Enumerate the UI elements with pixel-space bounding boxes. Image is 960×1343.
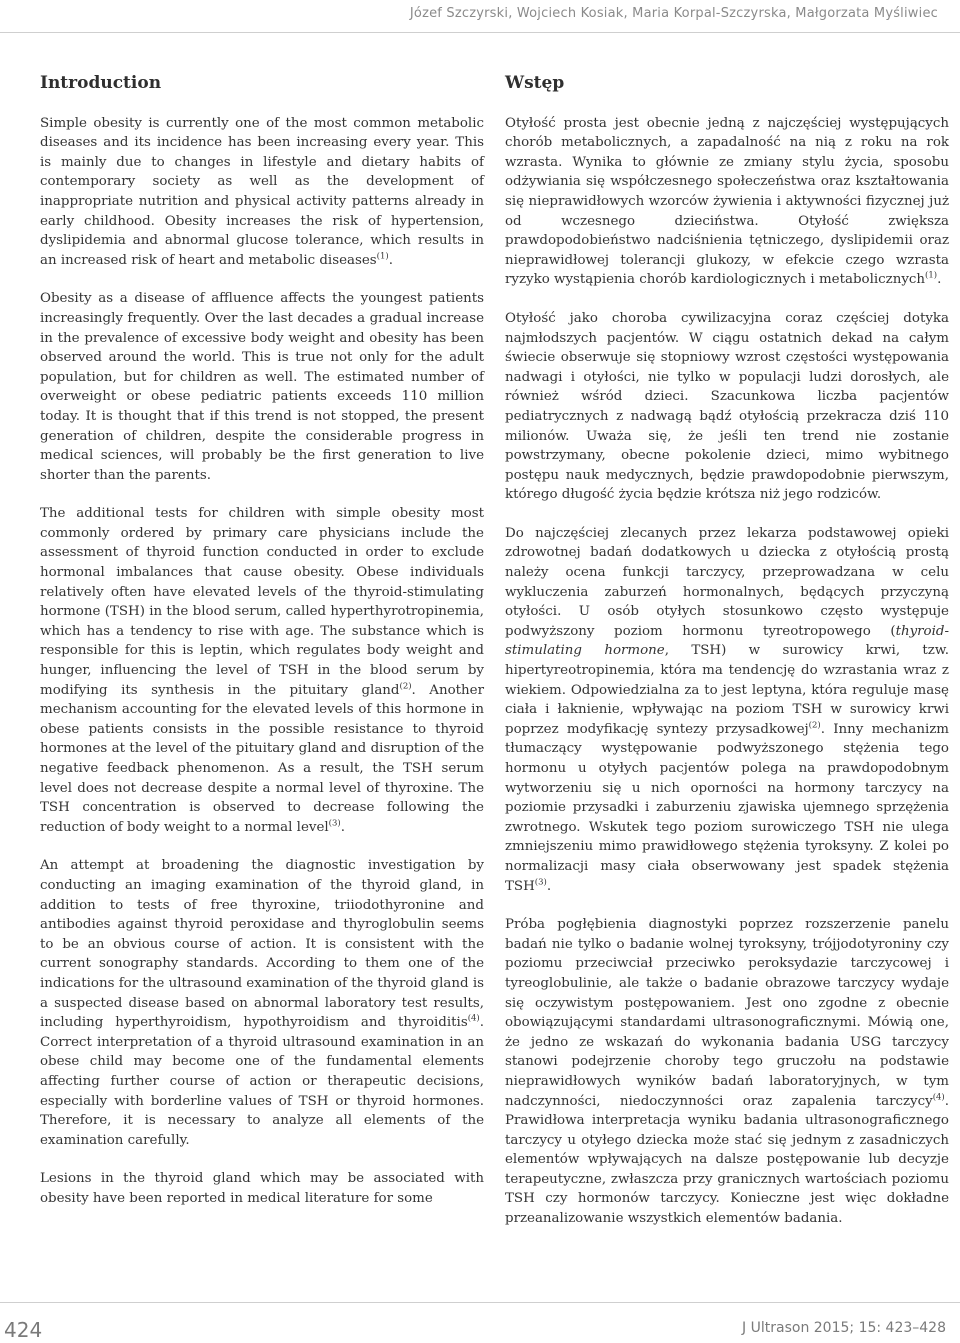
text: Simple obesity is currently one of the most common metabolic diseases and its incidence has been increasing every year. This is mainly due to changes in lifestyle and dietary habits of contemporary society as well as the development of inappropriate nutrition and physical activity patterns already in early childhood. Obesity increases the risk of hypertension, dyslipidemia and abnormal glucose tolerance, which results in an increased risk of heart and metabolic diseases bbox=[40, 115, 484, 268]
text: . Correct interpretation of a thyroid ultrasound examination in an obese child may become one of the fundamental elements affecting further course of action or therapeutic decisions, especially with borderline values of TSH or thyroid hormones. Therefore, it is necessary to analyze all elements of the examination carefully. bbox=[40, 1015, 484, 1148]
paragraph-en-3 bbox=[40, 504, 484, 837]
citation-ref: (1) bbox=[925, 270, 938, 281]
paragraph-pl-4 bbox=[505, 915, 949, 1229]
paragraph-pl-1 bbox=[505, 114, 949, 290]
citation-ref: (1) bbox=[376, 251, 389, 262]
citation-ref: (3) bbox=[328, 818, 341, 829]
text: . bbox=[388, 252, 393, 268]
italic-term: thyroid-stimulating hormone bbox=[505, 623, 949, 659]
text: , TSH) w surowicy krwi, tzw. hipertyreotropinemia, która ma tendencję do wzrastania wraz z wiekiem. Odpowiedzialna za to jest leptyna, która reguluje masę ciała i łaknienie, wpływając na poziom TSH w surowicy krwi poprzez modyfikację syntezy przysadkowej bbox=[505, 643, 949, 737]
citation-ref: (2) bbox=[399, 681, 412, 692]
running-header-authors: Józef Szczyrski, Wojciech Kosiak, Maria Korpal-Szczyrska, Małgorzata Myśliwiec bbox=[409, 6, 938, 21]
text: . bbox=[937, 272, 942, 288]
text: . Another mechanism accounting for the elevated levels of this hormone in obese patients consists in the possible resistance to thyroid hormones at the level of the pituitary gland and disruption of the negative feedback phenomenon. As a result, the TSH serum level does not decrease despite a normal level of thyroxine. The TSH concentration is observed to decrease following the reduction of body weight to a normal level bbox=[40, 682, 484, 835]
paragraph-pl-3 bbox=[505, 524, 949, 896]
text: An attempt at broadening the diagnostic investigation by conducting an imaging examination of the thyroid gland, in addition to tests of free thyroxine, triiodothyronine and antibodies against thyroid peroxidase and thyroglobulin seems to be an obvious course of action. It is consistent with the current sonography standards. According to them one of the indications for the ultrasound examination of the thyroid gland is a suspected disease based on abnormal laboratory test results, including hyperthyroidism, hypothyroidism and thyroiditis bbox=[40, 858, 484, 1031]
english-column bbox=[40, 74, 484, 1227]
text: Próba pogłębienia diagnostyki poprzez rozszerzenie panelu badań nie tylko o badanie wolnej tyroksyny, trójjodotyroniny czy poziomu przeciwciał przeciwko peroksydazie tarczycowej i tyreoglobulinie, ale także o badanie obrazowe tarczycy wydaje się oczywistym postępowaniem. Jest ono zgodne z obecnie obowiązującymi standardami ultrasonograficznymi. Mówią one, że jedno ze wskazań do wykonania badania USG tarczycy stanowi podejrzenie choroby tego gruczołu na podstawie nieprawidłowych wyników badań laboratoryjnych, w tym nadczynności, niedoczynności oraz zapalenia tarczycy bbox=[505, 917, 949, 1109]
paragraph-pl-2: Otyłość jako choroba cywilizacyjna coraz częściej dotyka najmłodszych pacjentów. W ciągu ostatnich dekad na całym świecie obserwuje się stopniowy wzrost częstości występowania nadwagi i otyłości, nie tylko w populacji ludzi dorosłych, ale również wśród dzieci. Szacunkowa liczba pacjentów pediatrycznych z nadwagą bądź otyłością przekracza dziś 110 milionów. Uważa się, że jeśli ten trend nie zostanie powstrzymany, obecne pokolenie dzieci, mimo wybitnego postępu nauk medycznych, będzie prawdopodobnie pierwszym, którego długość życia będzie krótsza niż jego rodziców. bbox=[505, 310, 949, 503]
citation-ref: (4) bbox=[467, 1013, 480, 1024]
paragraph-en-2: Obesity as a disease of affluence affects the youngest patients increasingly frequently. Over the last decades a gradual increase in the prevalence of excessive body weight and obesity has been observed around the world. This is true not only for the adult population, but for children as well. The estimated number of overweight or obese pediatric patients exceeds 110 million today. It is thought that if this trend is not stopped, the present generation of children, despite the considerable progress in medical sciences, will probably be the first generation to live shorter than the parents. bbox=[40, 291, 484, 483]
text: . bbox=[340, 819, 345, 835]
page-number: 424 bbox=[4, 1318, 43, 1342]
citation-ref: (4) bbox=[932, 1092, 945, 1103]
text: . Inny mechanizm tłumaczący występowanie podwyższonego stężenia tego hormonu u otyłych pacjentów polega na prawdopodobnym wytworzeniu się u nich oporności na hormony tarczycy na poziomie przysadki i zaburzeniu zjawiska ujemnego sprzężenia zwrotnego. Wskutek tego poziom surowiczego TSH nie ulega zmniejszeniu mimo prawidłowego stężenia tyroksyny. Z kolei po normalizacji masy ciała obserwowany jest spadek stężenia TSH bbox=[505, 721, 949, 894]
journal-citation: J Ultrason 2015; 15: 423–428 bbox=[742, 1320, 946, 1336]
citation-ref: (3) bbox=[534, 877, 547, 888]
text: . bbox=[546, 878, 552, 894]
paragraph-en-4 bbox=[40, 856, 484, 1150]
paragraph-en-5: Lesions in the thyroid gland which may be associated with obesity have been reported in medical literature for some bbox=[40, 1171, 484, 1206]
text: The additional tests for children with simple obesity most commonly ordered by primary care physicians include the assessment of thyroid function conducted in order to exclude hormonal imbalances that cause obesity. Obese individuals relatively often have elevated levels of the thyroid-stimulating hormone (TSH) in the blood serum, called hyperthyrotropinemia, which has a tendency to rise with age. The substance which is responsible for this is leptin, which regulates body weight and hunger, influencing the level of TSH in the blood serum by modifying its synthesis in the pituitary gland bbox=[40, 506, 484, 698]
section-heading-introduction: Introduction bbox=[40, 73, 162, 93]
text: Otyłość prosta jest obecnie jedną z najczęściej występujących chorób metabolicznych, a zapadalność na nią z roku na rok wzrasta. Wynika to głównie ze zmiany stylu życia, sposobu odżywiania się współczesnego społeczeństwa oraz kształtowania się nieprawidłowych wzorców żywienia i aktywności fizycznej już od wczesnego dzieciństwa. Otyłość zwiększa prawdopodobieństwo nadciśnienia tętniczego, dyslipidemii oraz nieprawidłowej tolerancji glukozy, w efekcie czego wzrasta ryzyko wystąpienia chorób kardiologicznych i metabolicznych bbox=[505, 115, 949, 288]
footer-divider bbox=[0, 1302, 960, 1303]
polish-column bbox=[505, 74, 949, 1248]
text: Do najczęściej zlecanych przez lekarza podstawowej opieki zdrowotnej badań dodatkowych u dziecka z otyłością prostą należy ocena funkcji tarczycy, przeprowadzana w celu wykluczenia zaburzeń hormonalnych, będących przyczyną otyłości. U osób otyłych stosunkowo często występuje podwyższony poziom hormonu tyreotropowego ( bbox=[505, 525, 949, 639]
paragraph-en-1 bbox=[40, 114, 484, 271]
section-heading-wstep: Wstęp bbox=[505, 73, 565, 93]
text: . Prawidłowa interpretacja wyniku badania ultrasonograficznego tarczycy u otyłego dziecka może stać się jednym z zasadniczych elementów wpływających na dalsze postępowanie lub decyzje terapeutyczne, zwłaszcza przy granicznych wartościach poziomu TSH czy hormonów tarczycy. Konieczne jest więc dokładne przeanalizowanie wszystkich elementów badania. bbox=[505, 1093, 949, 1227]
header-divider bbox=[0, 32, 960, 33]
citation-ref: (2) bbox=[808, 720, 821, 731]
